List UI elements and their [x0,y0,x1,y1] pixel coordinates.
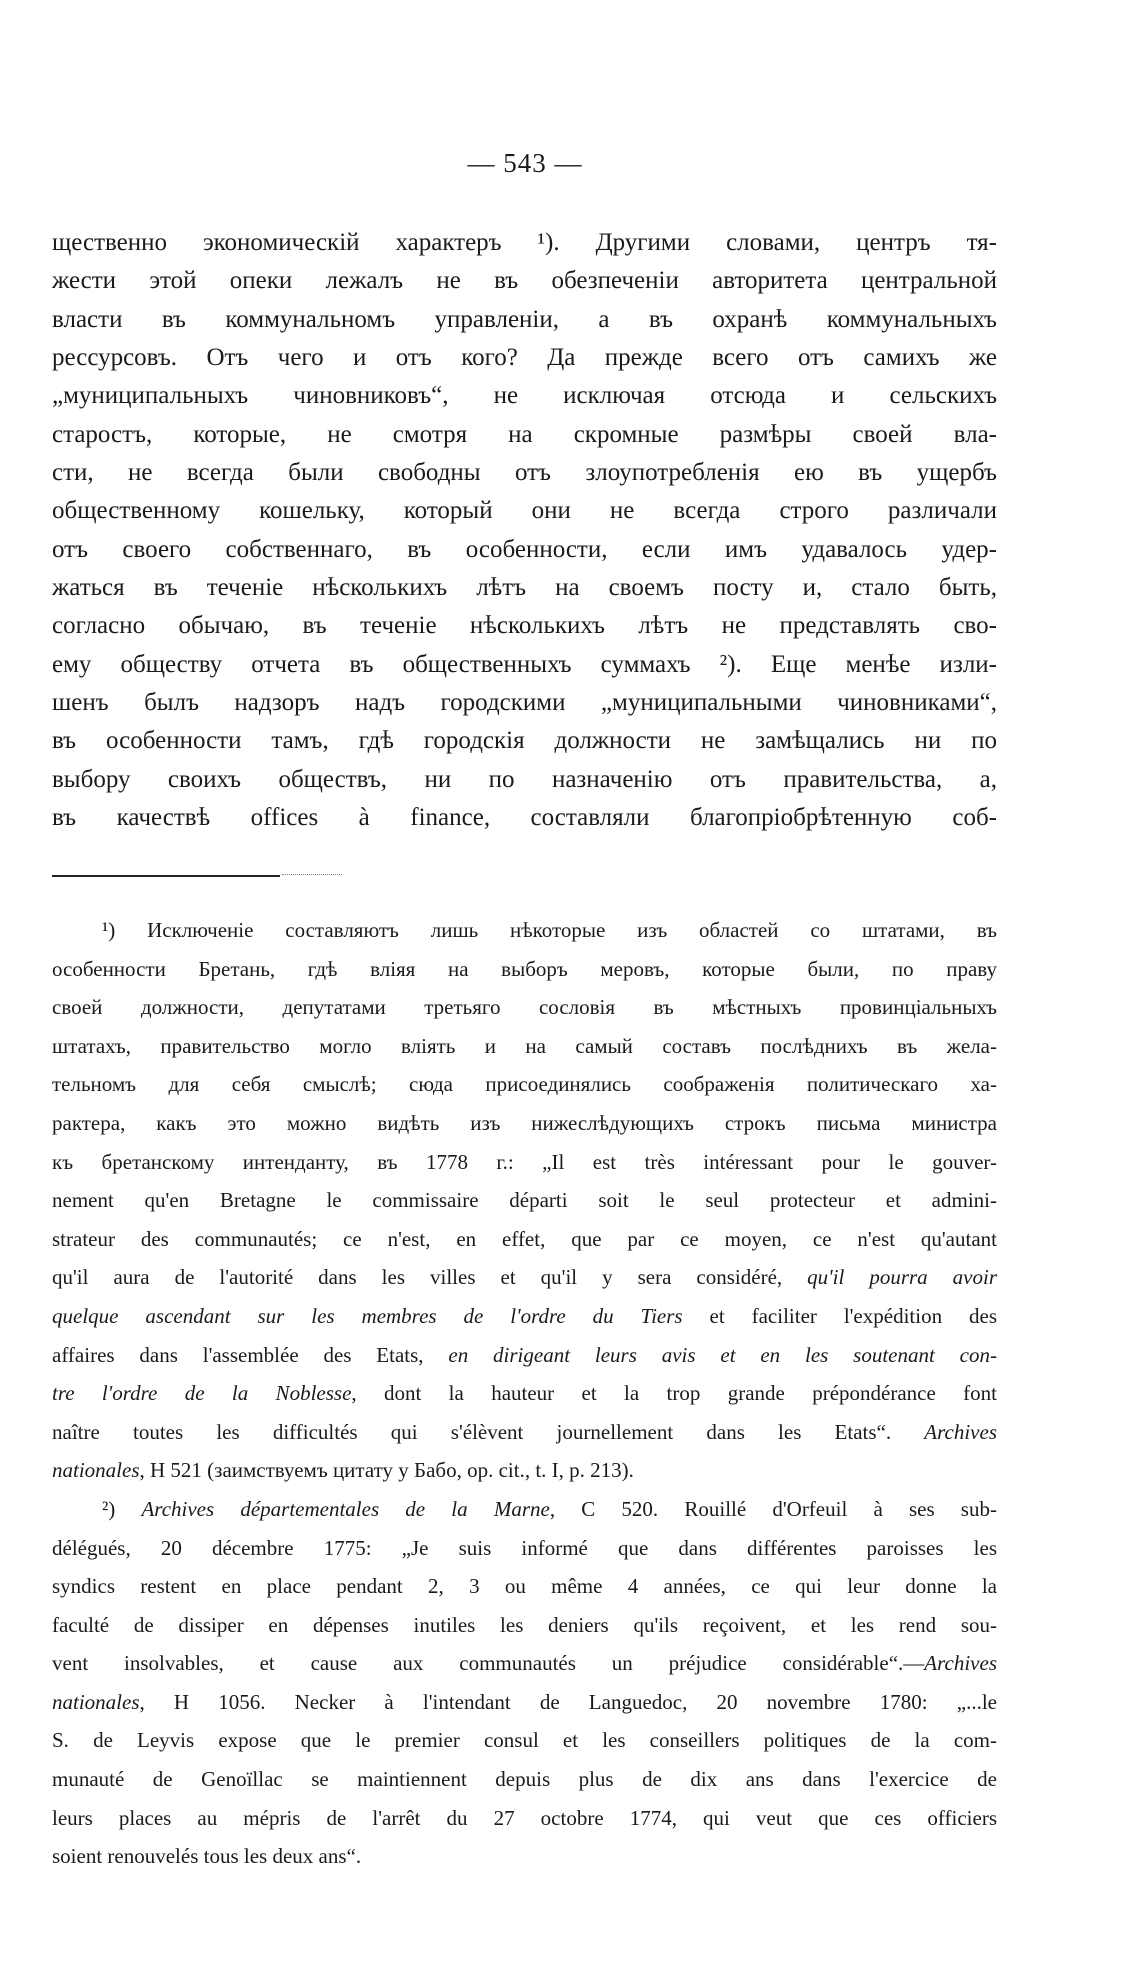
footnote-2-text: , H 1056. Necker à l'intendant de Languedoc, 20 novembre 1780: „...le [139,1689,997,1714]
footnote-separator [52,875,280,877]
footnote-2-line: soient renouvelés tous les deux ans“. [52,1844,362,1869]
footnote-2-italic: nationales [52,1689,140,1714]
footnote-1-italic: qu'il pourra avoir [807,1265,997,1290]
page-number: — 543 — [467,148,583,178]
footnote-2-line: faculté de dissiper en dépenses inutiles les deniers qu'ils reçoivent, et les rend sou- [52,1612,997,1637]
footnote-1-italic: Archives [924,1419,997,1444]
footnote-1-text: , H 521 (заимствуемъ цитату у Бабо, op. cit., t. I, p. 213). [139,1458,634,1483]
footnote-1-text: et faciliter l'expédition des [682,1303,998,1328]
footnote-2-line [52,1644,997,1683]
body-line: жести этой опеки лежалъ не въ обезпеченіи авторитета центральной [52,267,997,295]
footnote-1-line [52,1258,997,1297]
body-line: въ качествѣ offices à finance, составляли благопріобрѣтенную соб- [52,804,997,832]
footnote-1-line: strateur des communautés; ce n'est, en effet, que par ce moyen, ce n'est qu'autant [52,1226,997,1251]
footnote-2-line: leurs places au mépris de l'arrêt du 27 octobre 1774, qui veut que ces officiers [52,1805,997,1830]
footnote-1-line [52,1374,997,1413]
body-line: отъ своего собственнаго, въ особенности, если имъ удавалось удер- [52,535,997,563]
body-text [52,224,997,838]
footnote-1-italic: en dirigeant leurs avis et en les soutenant con- [448,1342,997,1367]
footnote-1-line [52,1297,997,1336]
footnote-1-line: тельномъ для себя смыслѣ; сюда присоединялись соображенія политическаго ха- [52,1072,997,1097]
footnote-2-text: , C 520. Rouillé d'Orfeuil à ses sub- [549,1496,997,1521]
footnote-separator-tail [282,874,342,875]
footnote-1-text: naître toutes les difficultés qui s'élèvent journellement dans les Etats“. [52,1419,925,1444]
footnote-2-line [52,1683,997,1722]
footnote-1-line [52,1413,997,1452]
body-line: старостъ, которые, не смотря на скромные размѣры своей вла- [52,420,997,448]
footnote-2-line: délégués, 20 décembre 1775: „Je suis informé que dans différentes paroisses les [52,1535,997,1560]
footnote-1-line [52,1451,997,1490]
footnote-1-text: qu'il aura de l'autorité dans les villes et qu'il y sera considéré, [52,1265,808,1290]
footnote-1-line: своей должности, депутатами третьяго сословія въ мѣстныхъ провинціальныхъ [52,995,997,1020]
footnote-2-line [52,1490,997,1529]
footnote-1-italic: quelque ascendant sur les membres de l'ordre du Tiers [52,1303,683,1328]
body-line: рессурсовъ. Отъ чего и отъ кого? Да прежде всего отъ самихъ же [52,344,997,372]
footnote-2-line: S. de Leyvis expose que le premier consul et les conseillers politiques de la com- [52,1728,997,1753]
footnote-1-text: , dont la hauteur et la trop grande prépondérance font [351,1381,997,1406]
footnote-1-italic: nationales [52,1458,140,1483]
footnote-1-line: къ бретанскому интенданту, въ 1778 г.: „Il est très intéressant pour le gouver- [52,1149,997,1174]
footnote-2-line: syndics restent en place pendant 2, 3 ou même 4 années, ce qui leur donne la [52,1574,997,1599]
footnote-1-line: штатахъ, правительство могло вліять и на самый составъ послѣднихъ въ жела- [52,1033,997,1058]
body-line: „муниципальныхъ чиновниковъ“, не исключая отсюда и сельскихъ [52,382,997,410]
footnote-1-line: рактера, какъ это можно видѣть изъ нижеслѣдующихъ строкъ письма министра [52,1110,997,1135]
body-line: сти, не всегда были свободны отъ злоупотребленія ею въ ущербъ [52,459,997,487]
footnote-2-text: vent insolvables, et cause aux communautés un préjudice considérable“.— [52,1651,925,1676]
footnotes [52,911,997,1876]
footnote-1-line: nement qu'en Bretagne le commissaire départi soit le seul protecteur et admini- [52,1188,997,1213]
body-line: согласно обычаю, въ теченіе нѣсколькихъ лѣтъ не представлять сво- [52,612,997,640]
footnote-1-italic: tre l'ordre de la Noblesse [52,1381,352,1406]
body-line: общественному кошельку, который они не всегда строго различали [52,497,997,525]
footnote-2-line: munauté de Genoïllac se maintiennent depuis plus de dix ans dans l'exercice de [52,1767,997,1792]
body-line: ему обществу отчета въ общественныхъ суммахъ ²). Еще менѣе изли- [52,650,997,678]
body-line: щественно экономическій характеръ ¹). Другими словами, центръ тя- [52,229,997,256]
body-line: жаться въ теченіе нѣсколькихъ лѣтъ на своемъ посту и, стало быть, [52,574,997,602]
body-line: выбору своихъ обществъ, ни по назначенію отъ правительства, а, [52,765,997,793]
footnote-1-line [52,1336,997,1375]
body-line: шенъ былъ надзоръ надъ городскими „муниципальными чиновниками“, [52,689,997,717]
footnote-1-line: особенности Бретань, гдѣ вліяя на выборъ меровъ, которые были, по праву [52,956,997,981]
footnote-2-italic: Archives [924,1651,997,1676]
footnote-1-line: ¹) Исключеніе составляютъ лишь нѣкоторые изъ областей со штатами, въ [102,918,997,942]
footnote-1-text: affaires dans l'assemblée des Etats, [52,1342,449,1367]
footnote-2-marker: ²) [102,1496,142,1521]
footnote-2-italic: Archives départementales de la Marne [141,1496,550,1521]
body-line: власти въ коммунальномъ управленіи, а въ охранѣ коммунальныхъ [52,305,997,333]
body-line: въ особенности тамъ, гдѣ городскія должности не замѣщались ни по [52,727,997,755]
